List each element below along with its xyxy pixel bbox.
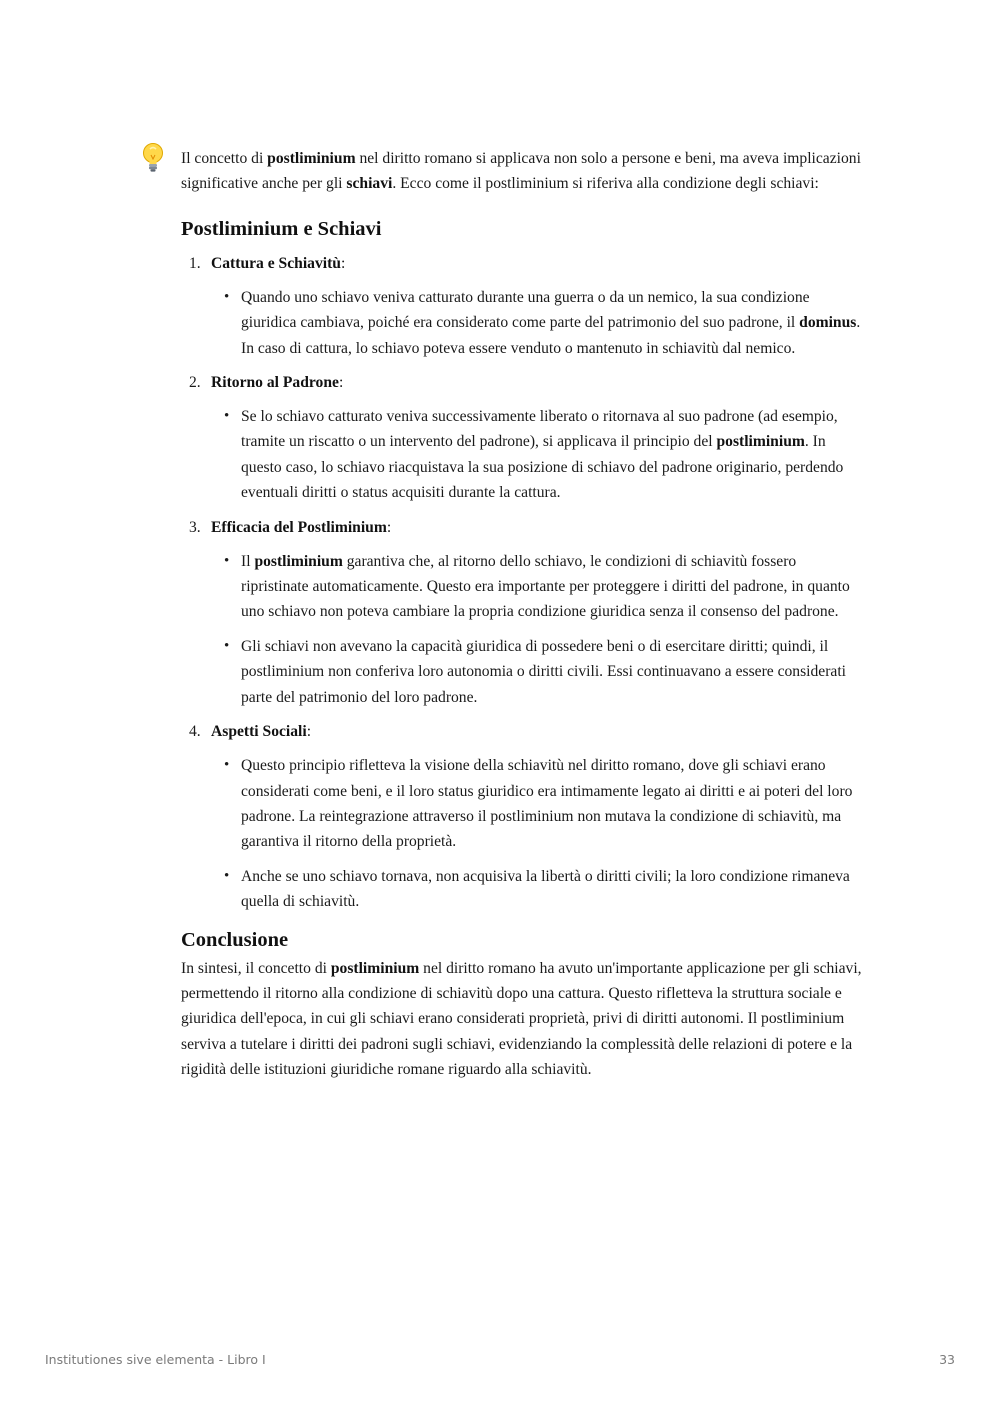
conclusion-text: nel diritto romano ha avuto un'importante applicazione per gli schiavi, permettendo il ritorno alla condizione di schiavitù dopo una cattura. Questo rifletteva la struttura sociale e giuridica dell'epoca, in cui gli schiavi erano considerati proprietà, privi di diritti autonomi. Il postliminium serviva a tutelare i diritti dei padroni sugli schiavi, evidenziando la complessità delle relazioni di potere e la rigidità delle istituzioni giuridiche romane riguardo alla schiavitù. (181, 959, 862, 1079)
conclusion-paragraph (181, 956, 863, 1083)
step-number: 1. (189, 254, 201, 272)
footer-page-number: 33 (939, 1352, 955, 1367)
bullet-list (181, 753, 863, 914)
bullet-text: Quando uno schiavo veniva catturato durante una guerra o da un nemico, la sua condizione giuridica cambiava, poiché era considerato come parte del patrimonio del suo padrone, il (241, 288, 810, 332)
intro-text: . Ecco come il postliminium si riferiva alla condizione degli schiavi: (392, 175, 819, 193)
step-title-text: Aspetti Sociali (211, 723, 307, 741)
bullet-item (181, 549, 863, 625)
bullet-item: • Anche se uno schiavo tornava, non acquisiva la libertà o diritti civili; la loro condizione rimaneva quella di schiavitù. (181, 864, 863, 915)
step-colon: : (306, 723, 312, 741)
step-title (181, 515, 863, 540)
step-number: 2. (189, 374, 201, 392)
step-title-text: Efficacia del Postliminium (211, 518, 387, 536)
bullet-text: . In caso di cattura, lo schiavo poteva essere venduto o mantenuto in schiavitù dal nemico. (241, 314, 861, 357)
step-colon: : (338, 374, 344, 392)
numbered-list (181, 251, 863, 915)
bullet-text: Il (241, 552, 255, 570)
bullet-item: • Questo principio rifletteva la visione della schiavitù nel diritto romano, dove gli schiavi erano considerati come beni, e il loro status giuridico era intimamente legato ai diritti e ai poteri del loro padrone. La reintegrazione attraverso il postliminium non mutava la condizione di schiavitù, ma garantiva il ritorno della proprietà. (181, 753, 863, 855)
bullet-item (181, 285, 863, 361)
footer-book-title: Institutiones sive elementa - Libro I (45, 1352, 266, 1367)
intro-text: nel diritto romano si applicava non solo a persone e beni, ma aveva implicazioni significative anche per gli (181, 150, 861, 193)
intro-paragraph (181, 146, 863, 197)
step-colon: : (386, 518, 392, 536)
bullet-item (181, 404, 863, 506)
bullet-bold-term: postliminium (716, 433, 805, 451)
step-title (181, 251, 863, 276)
bullet-bold-term: postliminium (254, 552, 343, 570)
list-item (181, 515, 863, 710)
list-item (181, 719, 863, 914)
conclusion-heading: Conclusione (181, 928, 289, 951)
bullet-list (181, 285, 863, 361)
bullet-list (181, 549, 863, 710)
step-number: 3. (189, 518, 201, 536)
intro-bold-term: postliminium (267, 150, 356, 167)
step-title (181, 370, 863, 395)
lightbulb-icon (140, 142, 166, 174)
list-item (181, 370, 863, 506)
section-heading: Postliminium e Schiavi (181, 217, 382, 240)
bullet-text: garantiva che, al ritorno dello schiavo, le condizioni di schiavitù fossero ripristinate automaticamente. Questo era importante per proteggere i diritti del padrone, in quanto uno schiavo non poteva cambiare la propria condizione giuridica senza il consenso del padrone. (241, 552, 850, 621)
step-number: 4. (189, 723, 201, 741)
bullet-list (181, 404, 863, 506)
bullet-text: . In questo caso, lo schiavo riacquistava la sua posizione di schiavo del padrone originario, perdendo eventuali diritti o status acquisiti durante la cattura. (241, 433, 844, 502)
bullet-bold-term: dominus (799, 314, 857, 332)
list-item (181, 251, 863, 361)
bullet-text: Se lo schiavo catturato veniva successivamente liberato o ritornava al suo padrone (ad esempio, tramite un riscatto o un intervento del padrone), si applicava il principio del (241, 408, 838, 451)
conclusion-text: In sintesi, il concetto di (181, 959, 331, 977)
bullet-item: • Gli schiavi non avevano la capacità giuridica di possedere beni o di esercitare diritti; quindi, il postliminium non conferiva loro autonomia o diritti civili. Essi continuavano a essere considerati parte del patrimonio del loro padrone. (181, 634, 863, 710)
step-title (181, 719, 863, 744)
conclusion-bold-term: postliminium (330, 959, 420, 977)
step-title-text: Ritorno al Padrone (211, 374, 339, 392)
intro-text: Il concetto di (181, 150, 268, 167)
step-title-text: Cattura e Schiavitù (211, 254, 341, 272)
step-colon: : (340, 254, 346, 272)
intro-bold-term: schiavi (346, 175, 393, 193)
callout-content (181, 146, 863, 1083)
